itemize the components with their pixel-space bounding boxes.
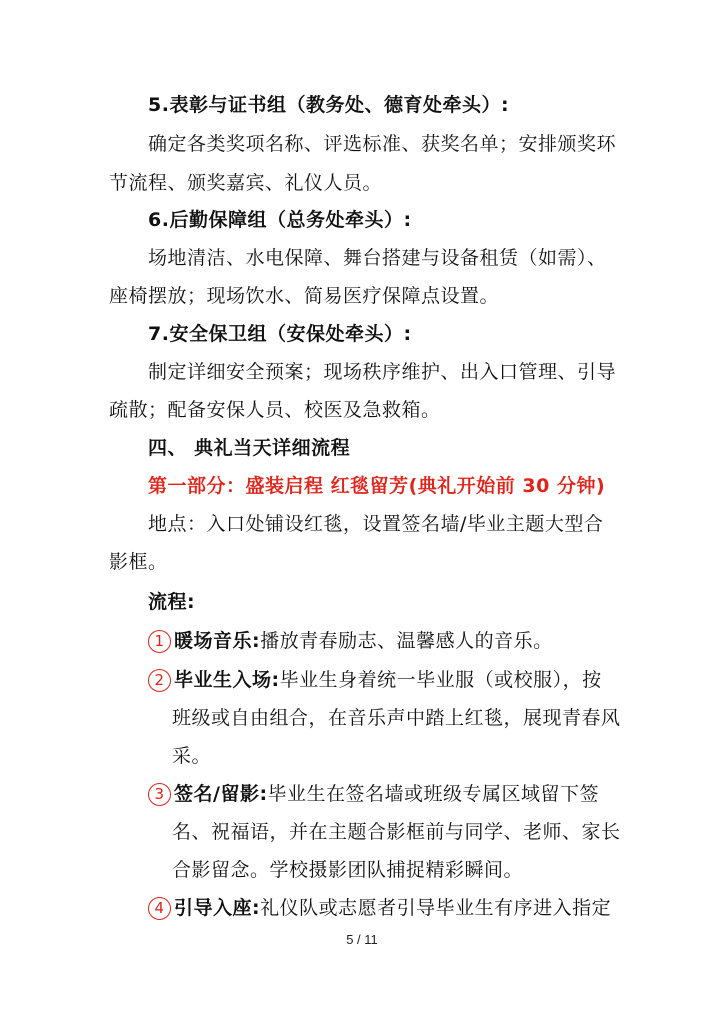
circled-number-4-icon: 4 — [148, 897, 171, 920]
section-6-heading: 6.后勤保障组（总务处牵头）: — [148, 209, 412, 231]
section-7-body-line-2: 疏散；配备安保人员、校医及急救箱。 — [109, 399, 441, 421]
step-1-line-1: 播放青春励志、温馨感人的音乐。 — [260, 630, 553, 652]
step-1-label: 暖场音乐: — [174, 630, 261, 652]
step-4-line-1: 礼仪队或志愿者引导毕业生有序进入指定 — [260, 897, 612, 919]
step-4-label: 引导入座: — [174, 897, 261, 919]
step-4 — [148, 895, 611, 921]
section-6-body-line-2: 座椅摆放；现场饮水、简易医疗保障点设置。 — [109, 285, 500, 307]
step-2-line-1: 毕业生身着统一毕业服（或校服），按 — [279, 669, 602, 691]
section-7-body-line-1: 制定详细安全预案；现场秩序维护、出入口管理、引导 — [148, 361, 617, 383]
step-2-line-2: 班级或自由组合，在音乐声中踏上红毯，展现青春风 — [172, 707, 621, 729]
step-3 — [148, 781, 599, 807]
section-5-heading: 5.表彰与证书组（教务处、德育处牵头）: — [148, 94, 510, 116]
step-2-label: 毕业生入场: — [174, 669, 280, 691]
section-5-body-line-1: 确定各类奖项名称、评选标准、获奖名单；安排颁奖环 — [148, 133, 617, 155]
step-1 — [148, 628, 553, 654]
part-1-title: 第一部分：盛装启程 红毯留芳(典礼开始前 30 分钟) — [148, 475, 606, 497]
step-2 — [148, 667, 602, 693]
step-3-line-2: 名、祝福语，并在主题合影框前与同学、老师、家长 — [172, 821, 621, 843]
step-3-line-3: 合影留念。学校摄影团队捕捉精彩瞬间。 — [172, 859, 524, 881]
process-label: 流程: — [148, 591, 196, 613]
location-line-2: 影框。 — [109, 551, 168, 573]
page-number: 5 / 11 — [346, 932, 378, 947]
circled-number-2-icon: 2 — [148, 669, 171, 692]
chapter-4-title: 四、 典礼当天详细流程 — [148, 437, 351, 459]
section-7-heading: 7.安全保卫组（安保处牵头）: — [148, 323, 412, 345]
step-2-line-3: 采。 — [172, 745, 212, 767]
location-line-1: 地点：入口处铺设红毯，设置签名墙/毕业主题大型合 — [148, 513, 604, 535]
section-6-body-line-1: 场地清洁、水电保障、舞台搭建与设备租赁（如需）、 — [148, 247, 607, 269]
circled-number-1-icon: 1 — [148, 630, 171, 653]
circled-number-3-icon: 3 — [148, 783, 171, 806]
step-3-label: 签名/留影: — [174, 783, 268, 805]
section-5-body-line-2: 节流程、颁奖嘉宾、礼仪人员。 — [109, 172, 383, 194]
step-3-line-1: 毕业生在签名墙或班级专属区域留下签 — [267, 783, 600, 805]
